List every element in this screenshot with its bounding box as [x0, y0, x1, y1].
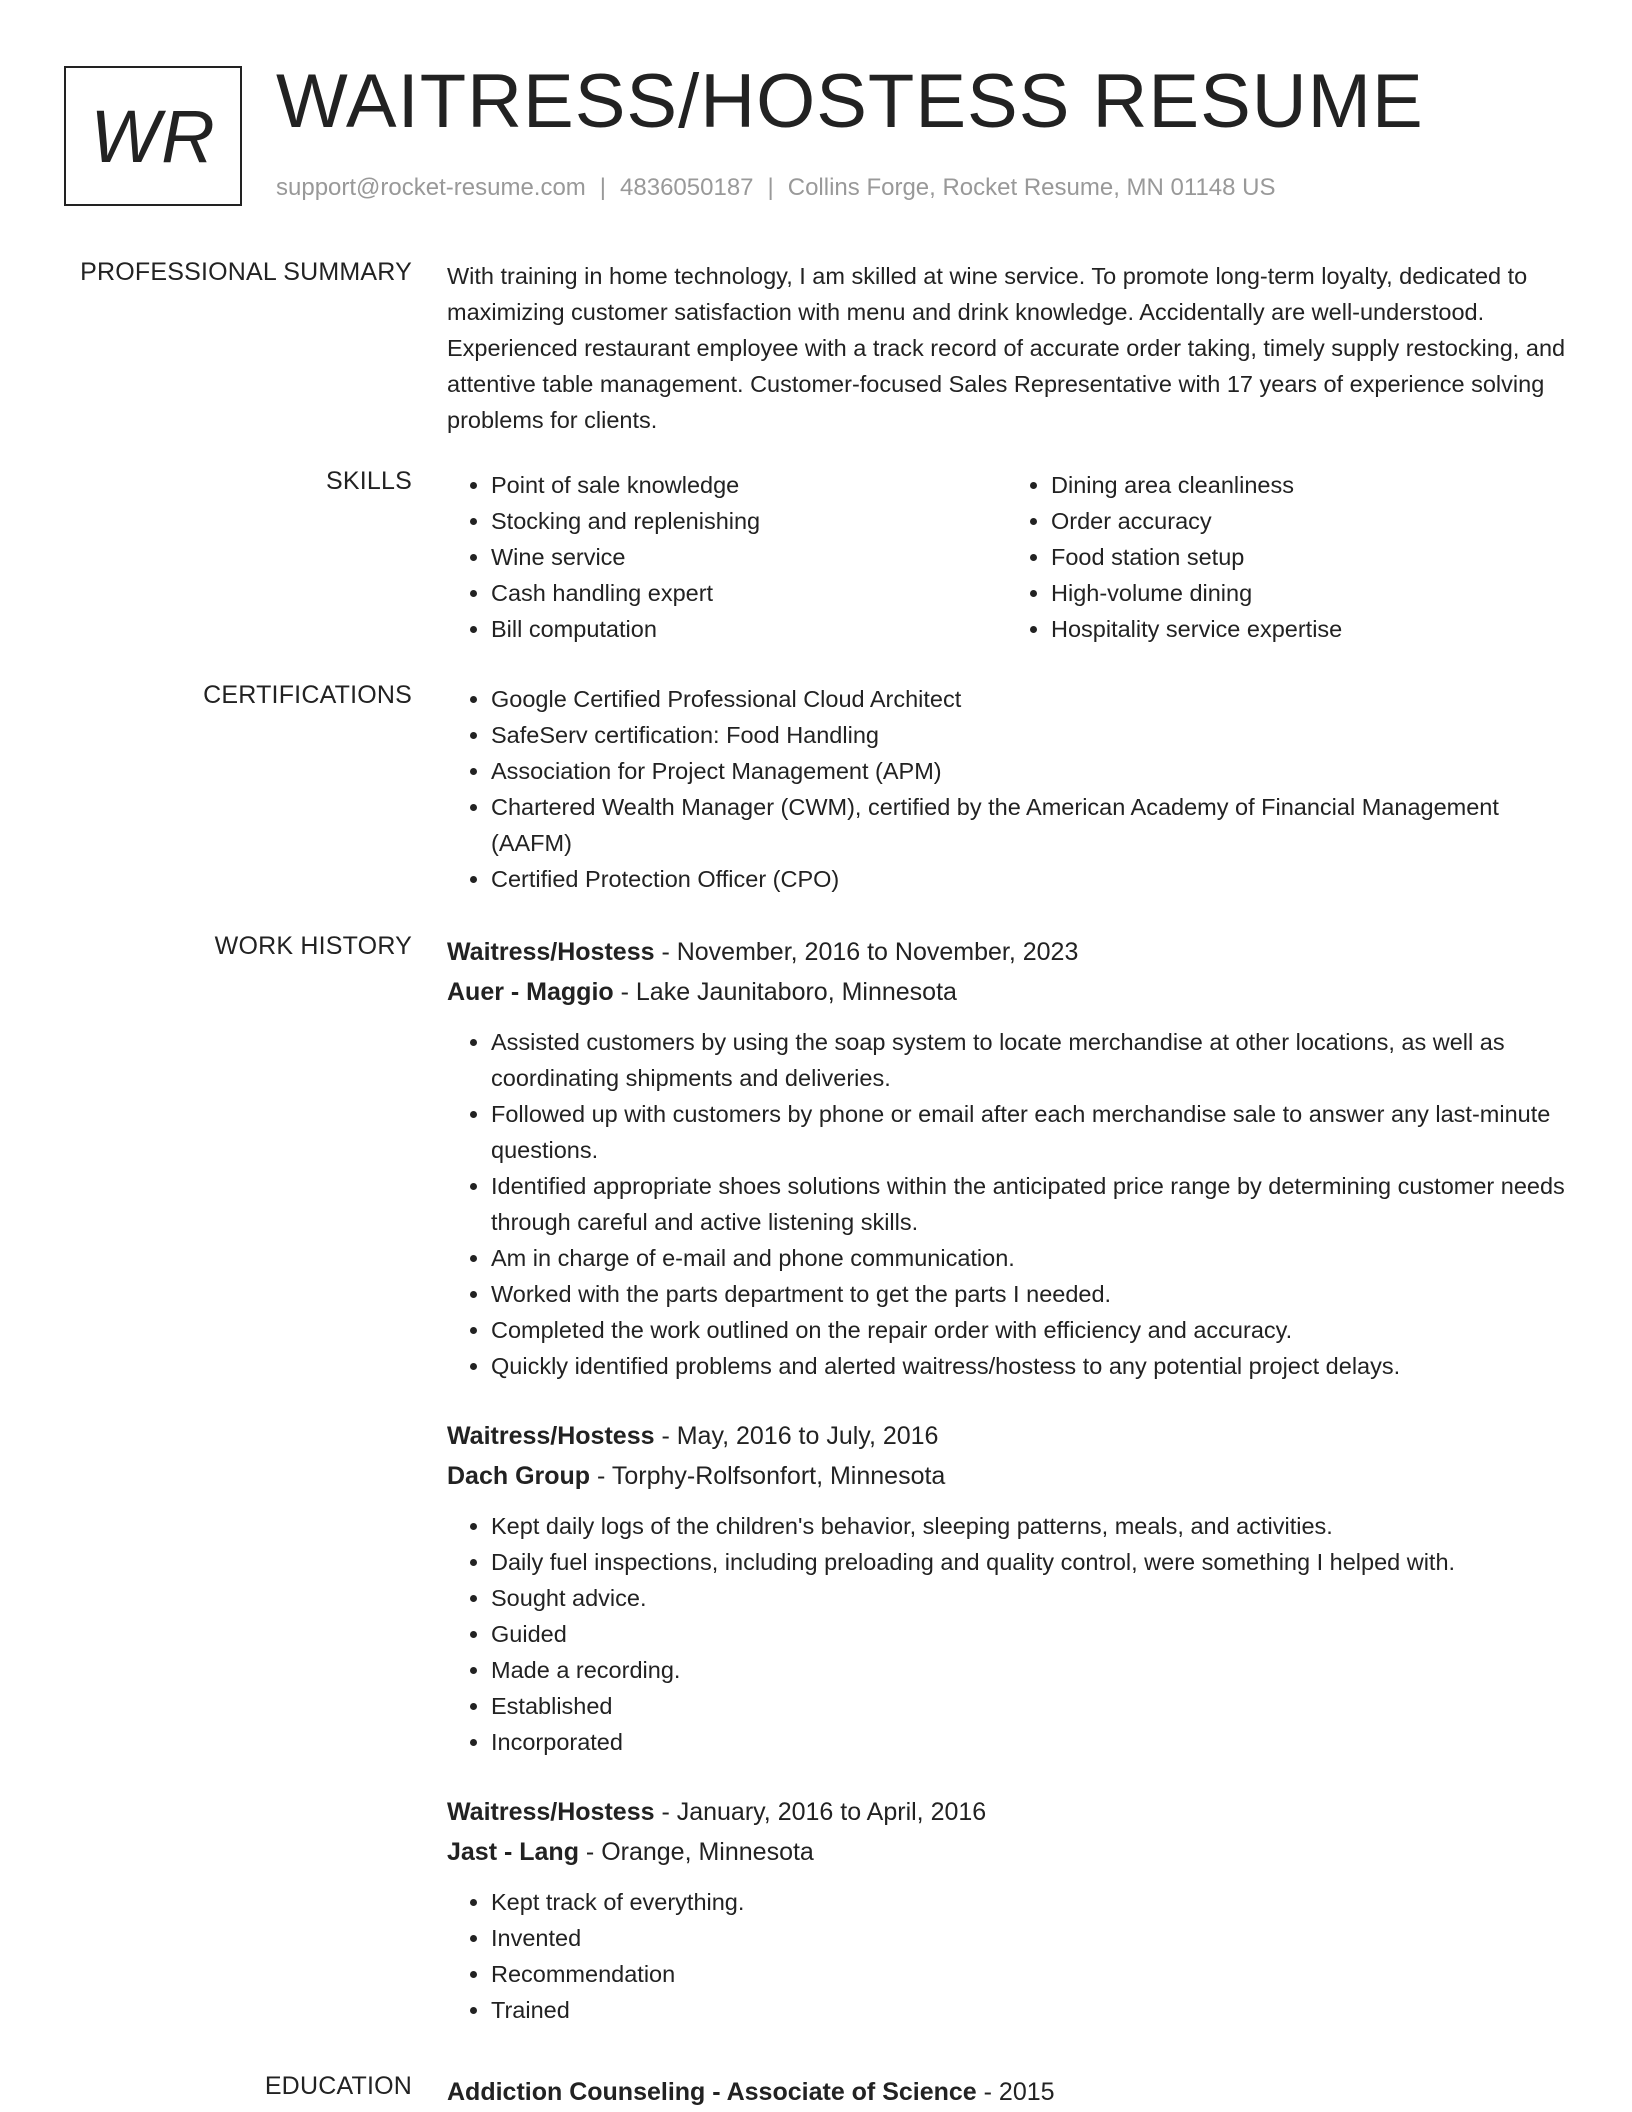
job-duty-item: • Made a recording.: [491, 1652, 1567, 1688]
section-label: SKILLS: [326, 467, 412, 495]
skill-item: • Order accuracy: [1051, 503, 1567, 539]
certification-item: • Chartered Wealth Manager (CWM), certified by the American Academy of Financial Management (AAFM): [491, 789, 1567, 861]
contact-address: Collins Forge, Rocket Resume, MN 01148 US: [787, 174, 1276, 201]
job-title: Waitress/Hostess: [447, 938, 655, 966]
contact-email[interactable]: support@rocket-resume.com: [276, 174, 586, 201]
job-duty-item: • Recommendation: [491, 1956, 1567, 1992]
certification-item: • Google Certified Professional Cloud Architect: [491, 681, 1567, 717]
certifications-list: [447, 681, 1567, 897]
job-duty-item: • Sought advice.: [491, 1580, 1567, 1616]
contact-separator: |: [767, 174, 774, 201]
job-duties-list: [447, 1024, 1567, 1384]
skill-item: • Dining area cleanliness: [1051, 467, 1567, 503]
job-title: Waitress/Hostess: [447, 1422, 655, 1450]
job-dates: - November, 2016 to November, 2023: [654, 938, 1079, 966]
job-duties-list: [447, 1508, 1567, 1760]
job-title-line: [447, 932, 1567, 972]
job-company: Auer - Maggio: [447, 978, 614, 1006]
job-company-line: [447, 972, 1567, 1012]
skill-item: • High-volume dining: [1051, 575, 1567, 611]
job-duty-item: • Trained: [491, 1992, 1567, 2028]
job-duty-item: • Am in charge of e-mail and phone communication.: [491, 1240, 1567, 1276]
job-duty-item: • Worked with the parts department to get the parts I needed.: [491, 1276, 1567, 1312]
skills-columns: [447, 467, 1567, 647]
job-location: - Torphy-Rolfsonfort, Minnesota: [590, 1462, 946, 1490]
job-duty-item: • Daily fuel inspections, including preloading and quality control, were something I helped with.: [491, 1544, 1567, 1580]
job-company: Jast - Lang: [447, 1838, 579, 1866]
job-location: - Orange, Minnesota: [578, 1838, 814, 1866]
job-duty-item: • Followed up with customers by phone or email after each merchandise sale to answer any last-minute questions.: [491, 1096, 1567, 1168]
job-title-line: [447, 1792, 1567, 1832]
summary-text: With training in home technology, I am skilled at wine service. To promote long-term loyalty, dedicated to maximizing customer satisfaction with menu and drink knowledge. Accidentally are well-understood. Experienced restaurant employee with a track record of accurate order taking, timely supply restocking, and attentive table management. Customer-focused Sales Representative with 17 years of experience solving problems for clients.: [447, 263, 1566, 433]
skill-item: • Cash handling expert: [491, 575, 1007, 611]
section-label: WORK HISTORY: [214, 932, 412, 960]
job-duty-item: • Established: [491, 1688, 1567, 1724]
job-duty-item: • Kept daily logs of the children's behavior, sleeping patterns, meals, and activities.: [491, 1508, 1567, 1544]
job-dates: - May, 2016 to July, 2016: [654, 1422, 939, 1450]
contact-phone[interactable]: 4836050187: [620, 174, 754, 201]
certification-item: • SafeServ certification: Food Handling: [491, 717, 1567, 753]
skill-item: • Point of sale knowledge: [491, 467, 1007, 503]
page-title: WAITRESS/HOSTESS RESUME: [276, 59, 1424, 144]
education-degree: Addiction Counseling - Associate of Science: [447, 2078, 977, 2106]
job-company-line: [447, 1456, 1567, 1496]
job-entry: [447, 932, 1567, 1384]
education-entry: [447, 2072, 1567, 2112]
skill-item: • Hospitality service expertise: [1051, 611, 1567, 647]
job-duties-list: [447, 1884, 1567, 2028]
job-location: - Lake Jaunitaboro, Minnesota: [613, 978, 957, 1006]
job-entry: [447, 1792, 1567, 2028]
job-duty-item: • Assisted customers by using the soap system to locate merchandise at other locations, as well as coordinating shipments and deliveries.: [491, 1024, 1567, 1096]
section-label: EDUCATION: [264, 2072, 412, 2100]
job-entry: [447, 1416, 1567, 1760]
certification-item: • Certified Protection Officer (CPO): [491, 861, 1567, 897]
skill-item: • Wine service: [491, 539, 1007, 575]
skill-item: • Bill computation: [491, 611, 1007, 647]
skills-list-left: [447, 467, 1007, 647]
skills-list-right: [1007, 467, 1567, 647]
job-company-line: [447, 1832, 1567, 1872]
job-duty-item: • Quickly identified problems and alerted waitress/hostess to any potential project delays.: [491, 1348, 1567, 1384]
education-year: - 2015: [976, 2078, 1055, 2106]
contact-separator: |: [599, 174, 607, 201]
job-duty-item: • Completed the work outlined on the repair order with efficiency and accuracy.: [491, 1312, 1567, 1348]
job-duty-item: • Identified appropriate shoes solutions within the anticipated price range by determining customer needs through careful and active listening skills.: [491, 1168, 1567, 1240]
job-duty-item: • Invented: [491, 1920, 1567, 1956]
certification-item: • Association for Project Management (APM): [491, 753, 1567, 789]
monogram: WR: [64, 66, 242, 206]
job-company: Dach Group: [447, 1462, 591, 1490]
job-duty-item: • Kept track of everything.: [491, 1884, 1567, 1920]
job-duty-item: • Incorporated: [491, 1724, 1567, 1760]
contact-line: [276, 174, 1276, 202]
section-label: CERTIFICATIONS: [203, 681, 412, 709]
job-duty-item: • Guided: [491, 1616, 1567, 1652]
section-label: PROFESSIONAL SUMMARY: [80, 258, 412, 286]
job-title: Waitress/Hostess: [447, 1798, 655, 1826]
skill-item: • Stocking and replenishing: [491, 503, 1007, 539]
work-history-list: [447, 932, 1567, 2060]
job-title-line: [447, 1416, 1567, 1456]
job-dates: - January, 2016 to April, 2016: [654, 1798, 987, 1826]
skill-item: • Food station setup: [1051, 539, 1567, 575]
